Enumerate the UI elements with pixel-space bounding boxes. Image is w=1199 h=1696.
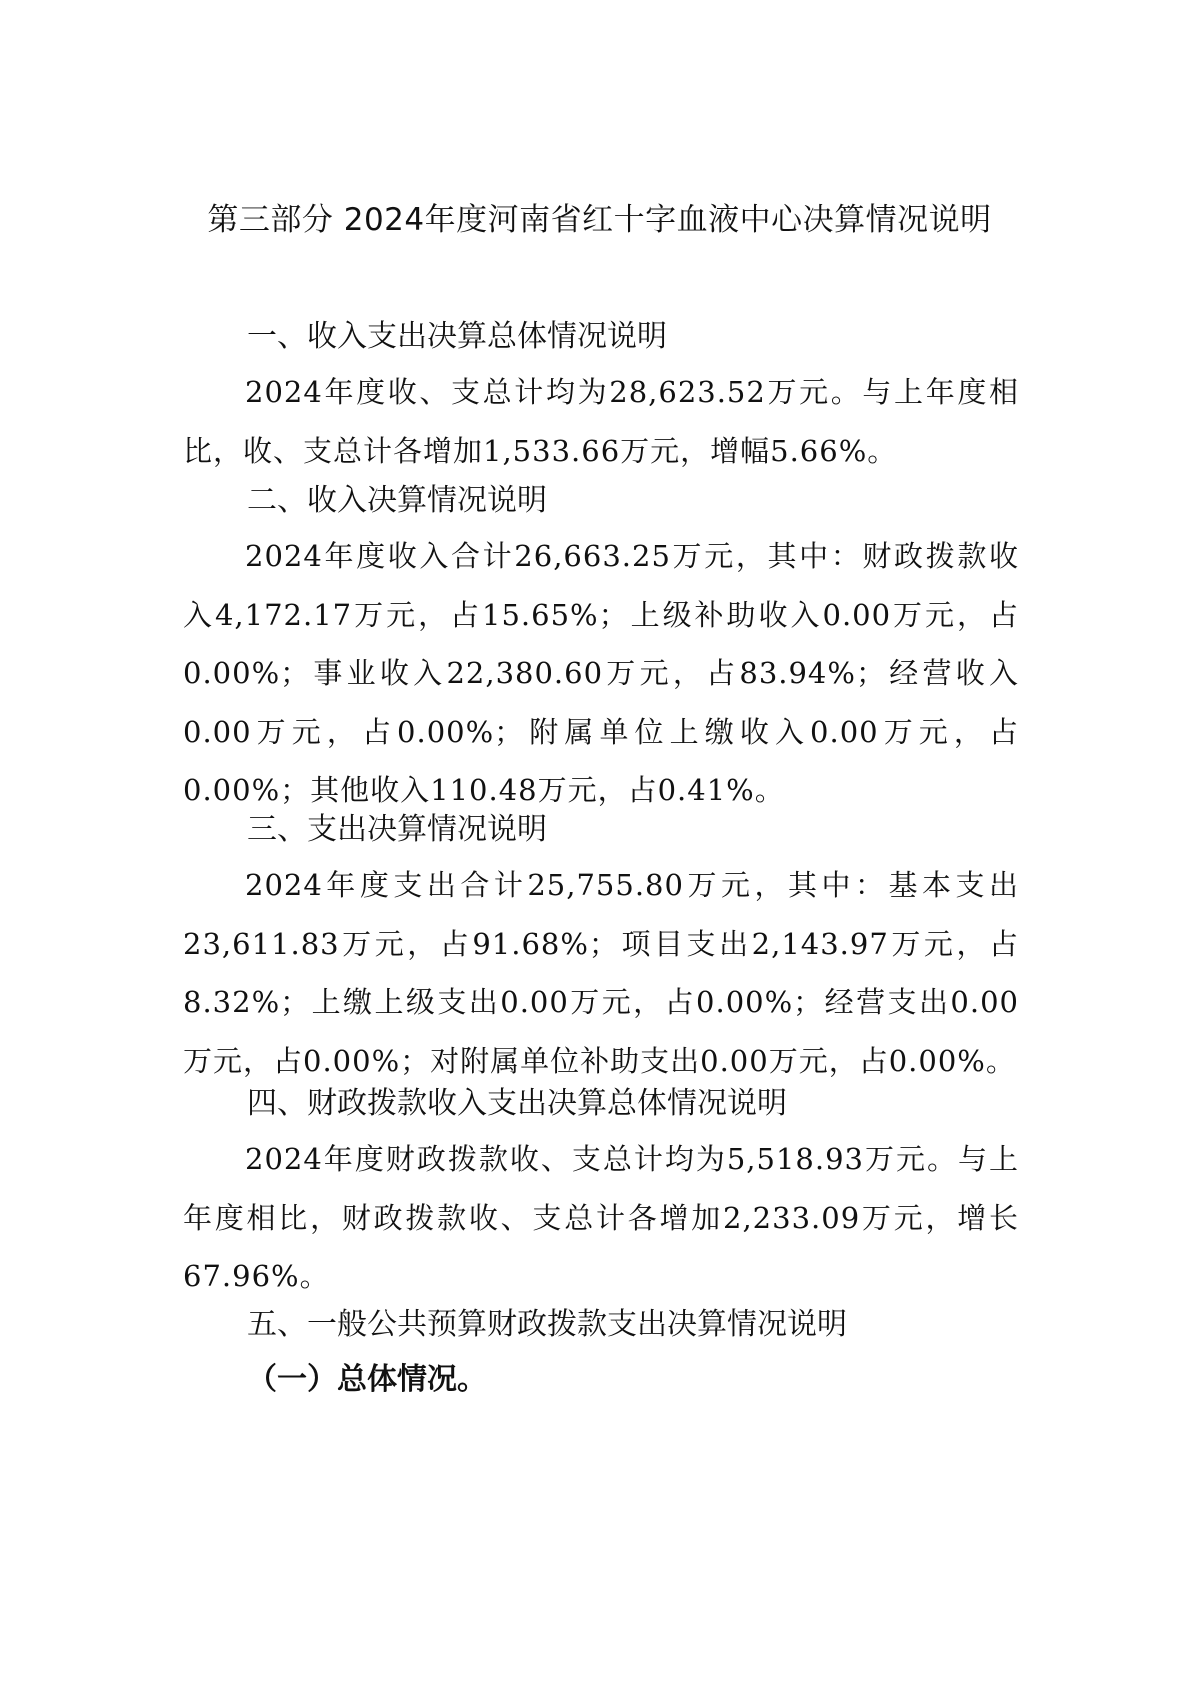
section-paragraph-4: 2024年度财政拨款收、支总计均为5,518.93万元。与上年度相比，财政拨款收、支总计各增加2,233.09万元，增长67.96%。 bbox=[183, 1142, 1019, 1293]
section-paragraph-2: 2024年度收入合计26,663.25万元，其中：财政拨款收入4,172.17万元，占15.65%；上级补助收入0.00万元，占0.00%；事业收入22,380.60万元，占83.94%；经营收入0.00万元，占0.00%；附属单位上缴收入0.00万元，占0.00%；其他收入110.48万元，占0.41%。 bbox=[183, 539, 1019, 807]
section-heading-5: 五、一般公共预算财政拨款支出决算情况说明 bbox=[247, 1307, 847, 1342]
subsection-heading: （一）总体情况。 bbox=[247, 1362, 487, 1397]
section-heading-3: 三、支出决算情况说明 bbox=[247, 812, 547, 847]
section-heading-2: 二、收入决算情况说明 bbox=[247, 483, 547, 518]
section-paragraph-3: 2024年度支出合计25,755.80万元，其中：基本支出23,611.83万元，占91.68%；项目支出2,143.97万元，占8.32%；上缴上级支出0.00万元，占0.00%；经营支出0.00万元，占0.00%；对附属单位补助支出0.00万元，占0.00%。 bbox=[183, 868, 1019, 1078]
section-heading-1: 一、收入支出决算总体情况说明 bbox=[247, 319, 667, 354]
section-heading-4: 四、财政拨款收入支出决算总体情况说明 bbox=[247, 1086, 787, 1121]
document-title: 第三部分 2024年度河南省红十字血液中心决算情况说明 bbox=[207, 202, 992, 238]
section-paragraph-1: 2024年度收、支总计均为28,623.52万元。与上年度相比，收、支总计各增加1,533.66万元，增幅5.66%。 bbox=[183, 375, 1019, 468]
